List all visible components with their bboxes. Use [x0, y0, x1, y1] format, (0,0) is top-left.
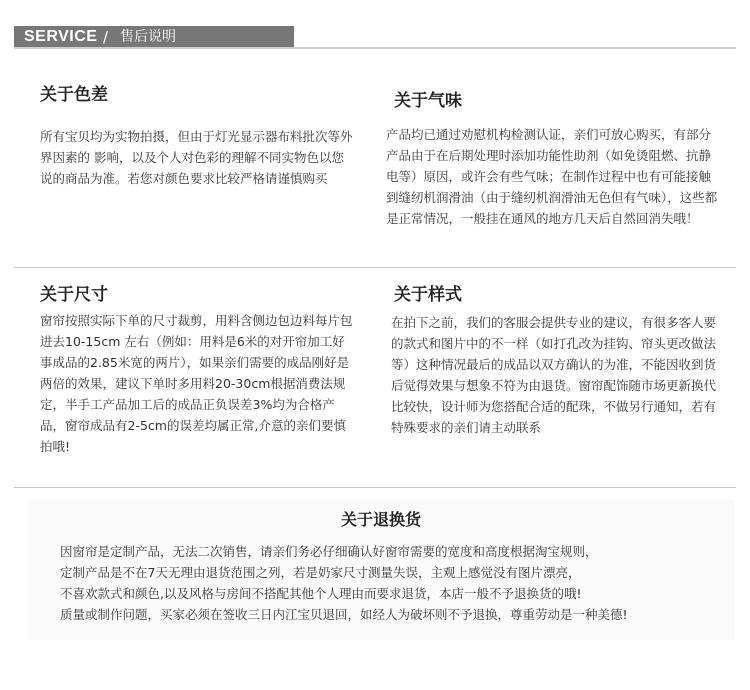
smell-title: 关于气味 — [394, 91, 462, 111]
style-text: 在拍下之前，我们的客服会提供专业的建议，有很多客人要的款式和图片中的不一样（如打孔改为挂钩、帘头更改做法等）这种情况最后的成品以双方确认的为准，不能因收到货后觉得效果与想象不符为由退货。窗帘配饰随市场更新换代比较快，设计师为您搭配合适的配珠，不做另行通知，若有特殊要求的亲们请主动联系 — [391, 315, 717, 435]
returns-title: 关于退换货 — [340, 510, 421, 529]
returns-line: 因窗帘是定制产品，无法二次销售，请亲们务必仔细确认好窗帘需要的宽度和高度根据淘宝规则， — [60, 544, 598, 559]
color-diff-title: 关于色差 — [40, 85, 108, 105]
color-diff-text: 所有宝贝均为实物拍摄，但由于灯光显示器布料批次等外界因素的 影响，以及个人对色彩的理解不同实物色以您说的商品为准。若您对颜色要求比较严格请谨慎购买 — [40, 129, 353, 186]
returns-line: 质量或制作问题，买家必须在签收三日内江宝贝退回，如经人为破坏则不予退换，尊重劳动是一种美德! — [60, 607, 628, 622]
returns-line: 不喜欢款式和颜色,以及风格与房间不搭配其他个人理由而要求退货，本店一般不予退换货的哦! — [60, 586, 582, 601]
section-divider — [14, 267, 736, 268]
size-text: 窗帘按照实际下单的尺寸裁剪，用料含侧边包边料每片包进去10-15cm 左右（例如：用料是6米的对开帘加工好事成品的2.85米宽的两片），如果亲们需要的成品刚好是两倍的效果，建议下单时多用料20-30cm根据消费法规定，半手工产品加工后的成品正负误差3%均为合格产品，窗帘成品有2-5cm的误差均属正常,介意的亲们要慎拍哦! — [40, 313, 353, 454]
smell-text: 产品均已通过劝慰机构检测认证，亲们可放心购买，有部分产品由于在后期处理时添加功能性助剂（如免烫阻燃、抗静电等）原因，或许会有些气味；在制作过程中也有可能接触到缝纫机润滑油（由于缝纫机润滑油无色但有气味），这些都是正常情况，一般挂在通风的地方几天后自然回消失哦！ — [386, 127, 718, 226]
service-label: SERVICE — [24, 28, 98, 45]
size-title: 关于尺寸 — [40, 285, 108, 305]
style-title: 关于样式 — [394, 285, 462, 305]
returns-text — [60, 541, 736, 625]
returns-line: 定制产品是不在7天无理由退货范围之列，若是奶家尺寸测量失误，主观上感觉没有图片漂亮， — [60, 565, 581, 580]
header-underline — [14, 47, 736, 49]
header-separator: / — [103, 28, 109, 46]
section-divider — [14, 487, 736, 488]
after-sales-label: 售后说明 — [120, 29, 176, 45]
